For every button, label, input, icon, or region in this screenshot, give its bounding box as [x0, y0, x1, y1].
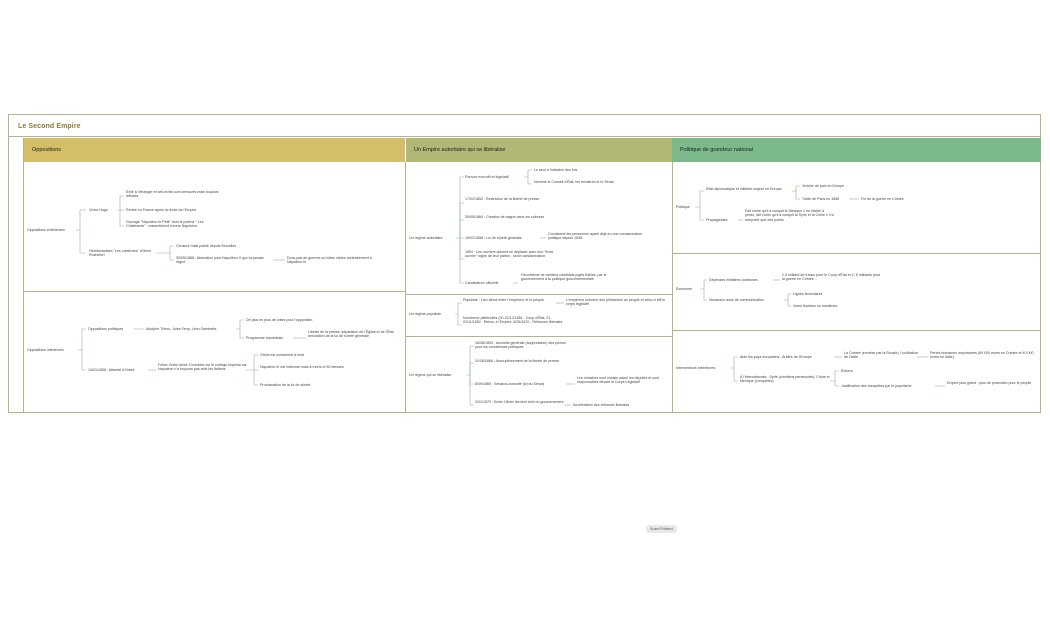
node-leaf[interactable]: Pertes humaines importantes (90 000 morts en Crimée et 40 000 morts en Italie).: [930, 351, 1034, 360]
node-leaf[interactable]: 11/05/1868 : Assouplissement de la liberté de presse: [475, 359, 560, 363]
node-candidature[interactable]: Candidature officielle: [465, 281, 499, 285]
node-oppositions-politiques[interactable]: Oppositions politiques: [88, 327, 124, 331]
node-propagandes[interactable]: Propagandes: [706, 218, 728, 222]
node-senatus[interactable]: 8/09/1869 : Sénatus-consulte (loi du Sénat): [475, 382, 545, 386]
node-axes[interactable]: Nouveaux axes de communication: [709, 298, 764, 302]
node-leaf[interactable]: Felice Orsini lance 3 bombes sur le cortège impérial car Napoléon n'a toujours pas aidé les Italiens: [158, 363, 247, 372]
node-leaf[interactable]: Fin de la guerre en Crimée: [861, 197, 904, 201]
node-leaf[interactable]: Proclamation de la loi de sûreté: [260, 383, 311, 387]
node-leaf[interactable]: Napoléon III est indemne mais 8 morts et 50 blessés: [260, 365, 344, 369]
node-victor-hugo[interactable]: Victor Hugo: [89, 208, 108, 212]
node-oppositions-interieures[interactable]: Oppositions intérieures: [27, 348, 64, 352]
node-leaf[interactable]: Condamne les personnes ayant déjà eu une condamnation politique depuis 1848.: [548, 232, 643, 241]
node-leaf[interactable]: Rentre en France après la chute de l'Empire: [126, 208, 197, 212]
node-programme[interactable]: Programme républicain: [246, 336, 284, 340]
node-economie[interactable]: Économie: [676, 287, 692, 291]
node-leaf[interactable]: Exilé à l'étranger et ses écrits sont censurés mais toujours diffusés: [126, 190, 219, 199]
node-oppositions-exterieures[interactable]: Oppositions extérieures: [27, 228, 65, 232]
node-regime-liberal[interactable]: Un régime qui se libéralise: [409, 373, 452, 377]
node-leaf[interactable]: Nombreux plébiscites (20-21/12/1851 : Coup d'État, 21-22/11/1852 : Retour à l'Empire, 8/05/1870 : Réformes libérales: [463, 316, 563, 325]
node-leaf[interactable]: Ouvrage "Napoléon le Petit" dont le poème " Les Châtiments" : ressentiment envers Napoléon: [126, 220, 204, 229]
node-attentat[interactable]: 14/01/1858 : Attentat d'Orsini: [88, 368, 135, 372]
node-depenses[interactable]: Dépenses militaires coûteuses: [709, 278, 758, 282]
author-badge[interactable]: Suzel Potfard: [646, 525, 677, 533]
node-interventions[interactable]: Interventions extérieures: [676, 366, 716, 370]
node-leaf[interactable]: Lignes ferroviaires: [793, 292, 823, 296]
node-role[interactable]: Rôle diplomatique et militaire majeur en Europe: [706, 187, 782, 191]
node-leaf[interactable]: Donc pas de guerres ou luttes civiles contrairement à Napoléon III: [287, 256, 372, 265]
node-pouvoir[interactable]: Pouvoir exécutif et législatif: [465, 175, 509, 179]
node-international[interactable]: À l'internationale : Syrie (chrétiens persécutés), Chine et Mexique (conquêtes): [740, 375, 830, 384]
node-regime-populiste[interactable]: Un régime populiste: [409, 312, 441, 316]
node-regime-autoritaire[interactable]: Un régime autoritaire: [409, 236, 443, 240]
column-header-grandeur[interactable]: Politique de grandeur national: [672, 138, 1041, 162]
node-leaf[interactable]: De plus en plus de votes pour l'opposition: [246, 318, 313, 322]
node-leaf[interactable]: 16/08/1859 : Amnistie générale (suppression) des peines pour les condamnés politiques: [475, 341, 566, 350]
node-rochefort[interactable]: Hebdomadaire "Les Lanternes" d'Henri Rochefort: [89, 249, 152, 258]
node-leaf[interactable]: 30/05/1868 : Abtoration pour Napoléon II qui n'a jamais régné: [176, 256, 264, 265]
node-traite[interactable]: Traité de Paris en 1856: [802, 197, 840, 201]
node-leaf[interactable]: 17/02/1852 : Restriction de la liberté de presse: [465, 197, 540, 201]
node-leaf[interactable]: 30/05/1864 : Création de bagne dans les colonies: [465, 215, 545, 219]
node-loi-surete[interactable]: 19/02/1858 : Loi de sûreté générale: [465, 236, 522, 240]
node-leaf[interactable]: Empire plus grand : plus de protection pour le peuple: [947, 381, 1032, 385]
node-leaf[interactable]: 1854 : Les ouvriers doivent se déplacer avec leur "livret ouvrier" signé de leur patron ; sinon condamnation: [465, 250, 554, 259]
node-leaf[interactable]: Échecs: [841, 369, 853, 373]
node-leaf[interactable]: Censuré mais publié depuis Bruxelles: [176, 244, 237, 248]
node-leaf[interactable]: Favoritisme de certains candidats jugés fidèles, par le gouvernement à la politique gouvernementale: [521, 273, 607, 282]
node-leaf[interactable]: Voies fluviales ou maritimes: [793, 304, 838, 308]
column-header-oppositions[interactable]: Oppositions: [24, 138, 405, 162]
node-leaf[interactable]: 1,5 milliard de francs pour le Coup d'État et 2, 5 milliards pour la guerre en Crimée...: [782, 273, 881, 282]
node-leaf[interactable]: La Crimée (envahie par la Russie), l'unification de l'Italie: [844, 351, 919, 360]
node-aide[interactable]: Aide les pays européens : Arbitre de l'Europe: [740, 355, 812, 359]
node-politique[interactable]: Politique: [676, 205, 690, 209]
node-leaf[interactable]: Le seul à l'initiative des lois: [534, 168, 578, 172]
node-leaf[interactable]: Accélération des réformes libérales: [573, 403, 630, 407]
node-leaf[interactable]: Fait croire qu'il a conquit le Mexique // en réalité à perdu, fait croire qu'il a conquit la Syrie et la Chine // n'a remporté que des points: [745, 209, 834, 222]
node-justification[interactable]: Justification des conquêtes par le populisme: [841, 384, 912, 388]
node-leaf[interactable]: Liberté de la presse, séparation de l'Église et de l'État, annulation de la loi de sûreté générale: [308, 330, 395, 339]
node-leaf[interactable]: Nomme le Conseil d'État, les ministres et le Sénat: [534, 180, 614, 184]
node-leaf[interactable]: L'empereur ordonne des plébiscites au peuple et celui-ci élit le corps législatif: [566, 298, 666, 307]
node-leaf[interactable]: Adolphe Thiers, Jules Ferry, Léon Gambetta: [146, 327, 217, 331]
node-leaf[interactable]: Orsini est condamné à mort: [260, 353, 305, 357]
page-title: Le Second Empire: [18, 123, 81, 130]
node-leaf[interactable]: Populiste : Lien direct entre l'empereur et le peuple: [463, 298, 544, 302]
node-leaf[interactable]: Les ministres sont choisis parmi les députés et sont responsables devant le Corps Législatif: [577, 376, 660, 385]
node-leaf[interactable]: Victoire de paix en Europe: [802, 184, 845, 188]
node-olivier[interactable]: 2/01/1870 : Emile Olivier devient chef du gouvernement: [475, 400, 564, 404]
column-header-label: Un Empire autoritaire qui se libéralise: [414, 146, 506, 153]
